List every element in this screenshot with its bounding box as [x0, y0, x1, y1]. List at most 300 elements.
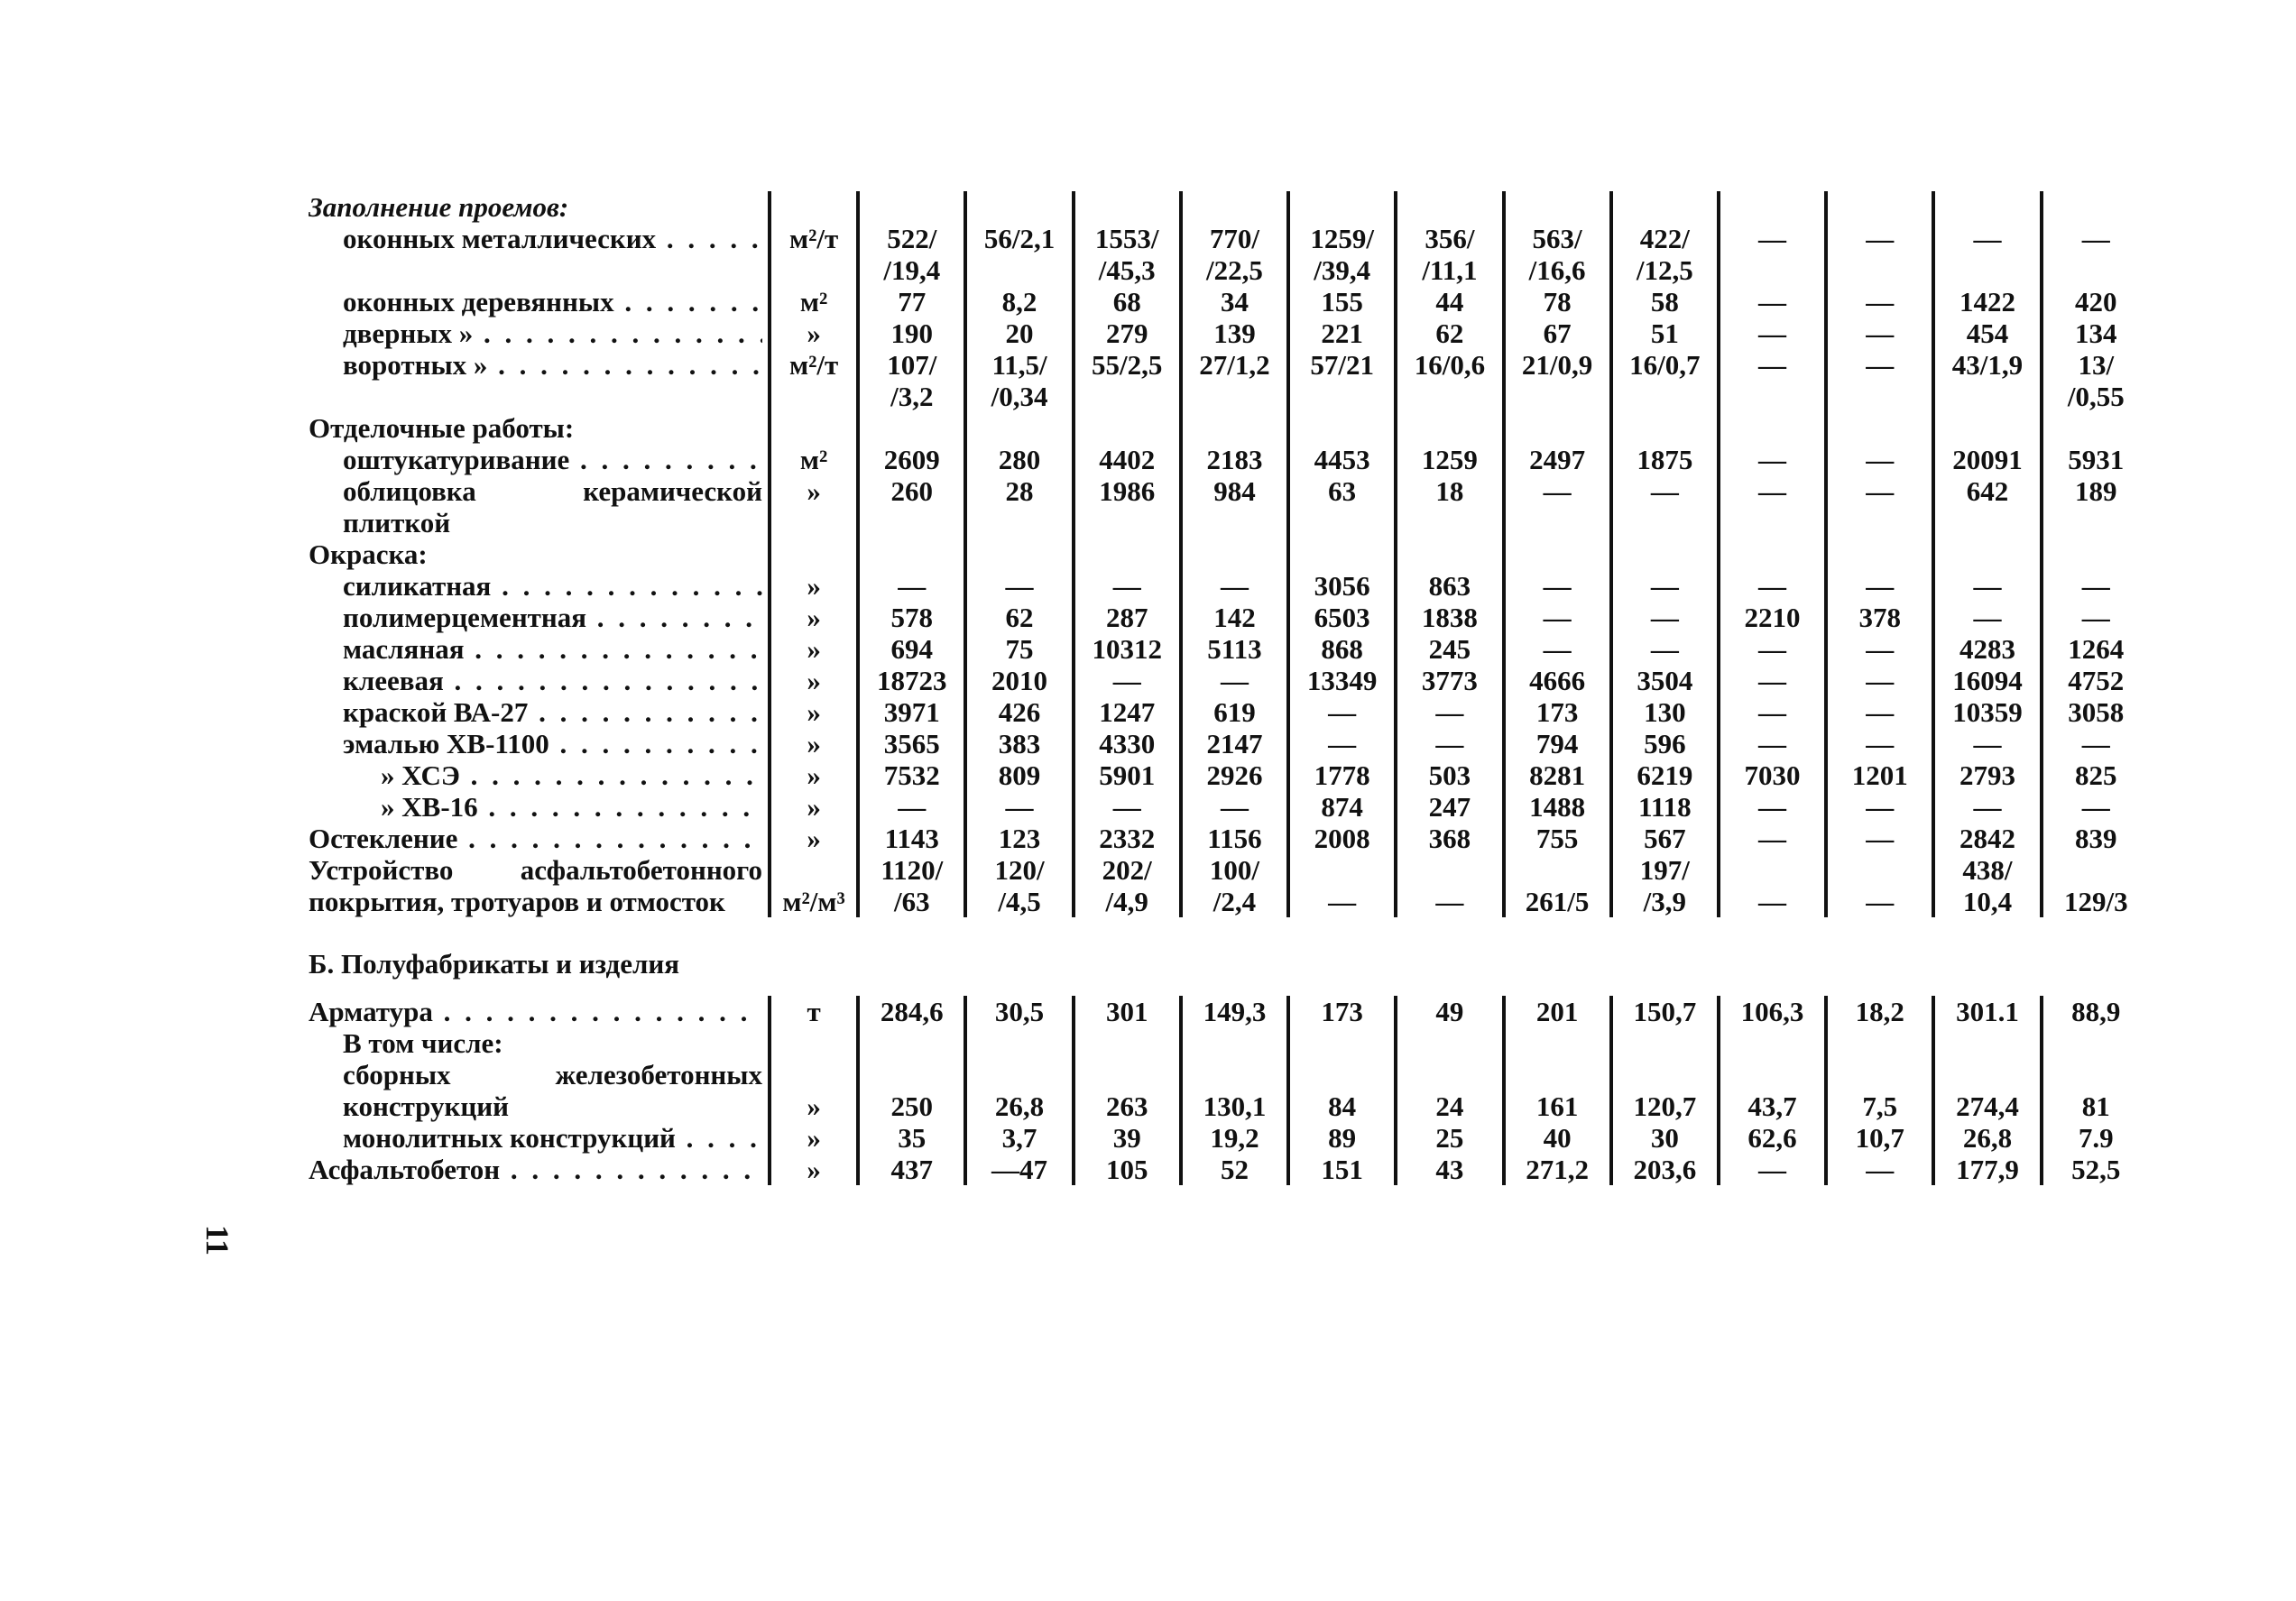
value-cell: — — [1719, 633, 1826, 665]
row-label: В том числе: — [343, 1027, 503, 1059]
value-cell: — — [1933, 602, 2041, 633]
value-cell: — — [1719, 696, 1826, 728]
row-label-cell — [309, 602, 770, 633]
value-cell: 30 — [1611, 1122, 1719, 1154]
value-cell: — — [1719, 854, 1826, 917]
unit-cell: » — [770, 728, 858, 759]
value-cell: 16094 — [1933, 665, 2041, 696]
value-cell: 563/ /16,6 — [1504, 223, 1611, 286]
value-cell: 18 — [1396, 475, 1503, 538]
value-cell: — — [1611, 633, 1719, 665]
unit-cell: » — [770, 696, 858, 728]
value-cell: 868 — [1288, 633, 1396, 665]
value-cell: 578 — [858, 602, 965, 633]
row-label: » ХСЭ . . . — [309, 759, 762, 791]
value-cell: 247 — [1396, 791, 1503, 823]
value-cell — [965, 191, 1073, 223]
value-cell: — — [1826, 665, 1933, 696]
value-cell: 839 — [2042, 823, 2149, 854]
value-cell — [858, 538, 965, 570]
value-cell: — — [2042, 223, 2149, 286]
value-cell: 30,5 — [965, 996, 1073, 1027]
value-cell: 5113 — [1181, 633, 1288, 665]
row-label: Арматура . . . — [309, 996, 762, 1027]
value-cell: 522/ /19,4 — [858, 223, 965, 286]
value-cell — [1181, 538, 1288, 570]
value-cell — [1933, 191, 2041, 223]
value-cell: 62 — [1396, 317, 1503, 349]
value-cell: 28 — [965, 475, 1073, 538]
value-cell — [1288, 1027, 1396, 1059]
value-cell — [1719, 412, 1826, 444]
value-cell — [2042, 917, 2149, 996]
unit-cell — [770, 412, 858, 444]
unit-cell: » — [770, 475, 858, 538]
value-cell: 1118 — [1611, 791, 1719, 823]
value-cell — [1826, 538, 1933, 570]
value-cell — [1719, 1027, 1826, 1059]
value-cell: 567 — [1611, 823, 1719, 854]
value-cell: — — [1826, 823, 1933, 854]
table-row — [309, 728, 2149, 759]
unit-cell: » — [770, 633, 858, 665]
value-cell — [965, 917, 1073, 996]
value-cell: 130,1 — [1181, 1059, 1288, 1122]
value-cell — [2042, 538, 2149, 570]
value-cell: 426 — [965, 696, 1073, 728]
row-label: Устройство асфальтобетонного покрытия, тротуаров и отмосток — [309, 854, 762, 917]
table-row — [309, 1059, 2149, 1122]
unit-cell: » — [770, 317, 858, 349]
value-cell: 3773 — [1396, 665, 1503, 696]
value-cell: 284,6 — [858, 996, 965, 1027]
value-cell: — — [1719, 444, 1826, 475]
value-cell: — — [2042, 602, 2149, 633]
value-cell: — — [1719, 223, 1826, 286]
page-number: 11 — [199, 1225, 235, 1256]
value-cell: — — [1396, 854, 1503, 917]
row-label: оконных деревянных . . . — [309, 286, 762, 317]
value-cell: 2332 — [1074, 823, 1181, 854]
value-cell: 55/2,5 — [1074, 349, 1181, 412]
table-row — [309, 538, 2149, 570]
value-cell: 2147 — [1181, 728, 1288, 759]
value-cell: 81 — [2042, 1059, 2149, 1122]
value-cell — [2042, 412, 2149, 444]
unit-cell: » — [770, 570, 858, 602]
value-cell: — — [1719, 728, 1826, 759]
value-cell: 18723 — [858, 665, 965, 696]
value-cell: 89 — [1288, 1122, 1396, 1154]
value-cell — [1826, 1027, 1933, 1059]
value-cell: — — [1074, 791, 1181, 823]
row-label: Асфальтобетон . . . — [309, 1154, 762, 1185]
value-cell: 2609 — [858, 444, 965, 475]
row-label: Заполнение проемов: — [309, 191, 569, 223]
value-cell: 3,7 — [965, 1122, 1073, 1154]
value-cell: — — [1826, 317, 1933, 349]
value-cell — [1719, 538, 1826, 570]
value-cell: 107/ /3,2 — [858, 349, 965, 412]
value-cell: 1488 — [1504, 791, 1611, 823]
value-cell: 368 — [1396, 823, 1503, 854]
table-row — [309, 791, 2149, 823]
value-cell: — — [1504, 475, 1611, 538]
value-cell: — — [1826, 1154, 1933, 1185]
table-row — [309, 412, 2149, 444]
value-cell: 1422 — [1933, 286, 2041, 317]
value-cell: 279 — [1074, 317, 1181, 349]
unit-cell: » — [770, 1122, 858, 1154]
row-label-cell — [309, 633, 770, 665]
value-cell: — — [1074, 665, 1181, 696]
value-cell: 67 — [1504, 317, 1611, 349]
value-cell — [1933, 1027, 2041, 1059]
value-cell: — — [1933, 570, 2041, 602]
row-label-cell — [309, 412, 770, 444]
table-row — [309, 602, 2149, 633]
value-cell: — — [2042, 791, 2149, 823]
value-cell — [1288, 538, 1396, 570]
value-cell: 2010 — [965, 665, 1073, 696]
value-cell — [1504, 412, 1611, 444]
value-cell: 34 — [1181, 286, 1288, 317]
value-cell — [858, 191, 965, 223]
value-cell — [965, 538, 1073, 570]
value-cell: 25 — [1396, 1122, 1503, 1154]
row-label: Б. Полуфабрикаты и изделия — [309, 948, 679, 980]
value-cell: 4402 — [1074, 444, 1181, 475]
value-cell: 8,2 — [965, 286, 1073, 317]
value-cell: 280 — [965, 444, 1073, 475]
value-cell — [1504, 1027, 1611, 1059]
row-label-cell — [309, 223, 770, 286]
row-label: Остекление . . . — [309, 823, 762, 854]
value-cell: 129/3 — [2042, 854, 2149, 917]
value-cell — [2042, 191, 2149, 223]
table-row — [309, 1027, 2149, 1059]
value-cell: 197/ /3,9 — [1611, 854, 1719, 917]
value-cell — [1611, 191, 1719, 223]
value-cell — [1074, 412, 1181, 444]
value-cell: 287 — [1074, 602, 1181, 633]
table-body — [309, 191, 2149, 1185]
value-cell: — — [1826, 696, 1933, 728]
value-cell — [1504, 917, 1611, 996]
value-cell: — — [1719, 823, 1826, 854]
value-cell: 1143 — [858, 823, 965, 854]
value-cell: 438/ 10,4 — [1933, 854, 2041, 917]
value-cell: 84 — [1288, 1059, 1396, 1122]
value-cell: 301.1 — [1933, 996, 2041, 1027]
value-cell — [1504, 191, 1611, 223]
table-row — [309, 823, 2149, 854]
row-label: оконных металлических . . . — [309, 223, 762, 254]
row-label: силикатная . . . — [309, 570, 762, 602]
value-cell: 794 — [1504, 728, 1611, 759]
value-cell: 4752 — [2042, 665, 2149, 696]
value-cell: 39 — [1074, 1122, 1181, 1154]
value-cell: 177,9 — [1933, 1154, 2041, 1185]
row-label-cell — [309, 1059, 770, 1122]
value-cell: 13349 — [1288, 665, 1396, 696]
value-cell: 4453 — [1288, 444, 1396, 475]
value-cell: 201 — [1504, 996, 1611, 1027]
value-cell: — — [1826, 791, 1933, 823]
value-cell: 1156 — [1181, 823, 1288, 854]
table-row — [309, 444, 2149, 475]
value-cell: — — [1504, 602, 1611, 633]
value-cell: 4283 — [1933, 633, 2041, 665]
value-cell: — — [1933, 223, 2041, 286]
row-label: монолитных конструкций . . . — [309, 1122, 762, 1154]
table-row — [309, 696, 2149, 728]
value-cell: 1201 — [1826, 759, 1933, 791]
row-label-cell — [309, 917, 770, 996]
value-cell — [1288, 412, 1396, 444]
value-cell: 43,7 — [1719, 1059, 1826, 1122]
value-cell: — — [1826, 728, 1933, 759]
value-cell: 11,5/ /0,34 — [965, 349, 1073, 412]
value-cell: 10312 — [1074, 633, 1181, 665]
value-cell: 190 — [858, 317, 965, 349]
value-cell: — — [1288, 728, 1396, 759]
value-cell: 40 — [1504, 1122, 1611, 1154]
row-label-cell — [309, 1122, 770, 1154]
value-cell — [1719, 917, 1826, 996]
value-cell: — — [1826, 223, 1933, 286]
value-cell: 420 — [2042, 286, 2149, 317]
table-row — [309, 191, 2149, 223]
value-cell — [1181, 1027, 1288, 1059]
value-cell — [1826, 191, 1933, 223]
value-cell: 62 — [965, 602, 1073, 633]
value-cell: 35 — [858, 1122, 965, 1154]
value-cell: 1553/ /45,3 — [1074, 223, 1181, 286]
materials-table — [309, 191, 2149, 1185]
unit-cell: » — [770, 1059, 858, 1122]
value-cell: 7,5 — [1826, 1059, 1933, 1122]
value-cell: 203,6 — [1611, 1154, 1719, 1185]
table-row — [309, 1154, 2149, 1185]
value-cell: 105 — [1074, 1154, 1181, 1185]
value-cell: 619 — [1181, 696, 1288, 728]
section-heading-row — [309, 917, 2149, 996]
value-cell: 44 — [1396, 286, 1503, 317]
value-cell: 7.9 — [2042, 1122, 2149, 1154]
value-cell: 454 — [1933, 317, 2041, 349]
value-cell: 106,3 — [1719, 996, 1826, 1027]
value-cell: 755 — [1504, 823, 1611, 854]
unit-cell — [770, 917, 858, 996]
value-cell — [1396, 1027, 1503, 1059]
value-cell — [1181, 191, 1288, 223]
value-cell: 271,2 — [1504, 1154, 1611, 1185]
table-row — [309, 349, 2149, 412]
unit-cell: » — [770, 791, 858, 823]
value-cell: 18,2 — [1826, 996, 1933, 1027]
value-cell: — — [1611, 570, 1719, 602]
value-cell: 1778 — [1288, 759, 1396, 791]
row-label: клеевая . . . — [309, 665, 762, 696]
value-cell — [1181, 917, 1288, 996]
row-label-cell — [309, 996, 770, 1027]
value-cell: 78 — [1504, 286, 1611, 317]
value-cell: — — [1288, 854, 1396, 917]
value-cell: 694 — [858, 633, 965, 665]
value-cell: — — [1719, 475, 1826, 538]
value-cell: 383 — [965, 728, 1073, 759]
unit-cell: » — [770, 823, 858, 854]
value-cell — [965, 412, 1073, 444]
value-cell: — — [965, 791, 1073, 823]
value-cell: 809 — [965, 759, 1073, 791]
value-cell: — — [1826, 570, 1933, 602]
row-label-cell — [309, 349, 770, 412]
value-cell: 7030 — [1719, 759, 1826, 791]
value-cell: — — [2042, 728, 2149, 759]
value-cell: 263 — [1074, 1059, 1181, 1122]
value-cell: 2926 — [1181, 759, 1288, 791]
value-cell: 874 — [1288, 791, 1396, 823]
value-cell: — — [1826, 444, 1933, 475]
unit-cell: м²/т — [770, 349, 858, 412]
value-cell: 173 — [1288, 996, 1396, 1027]
value-cell: 1986 — [1074, 475, 1181, 538]
value-cell: 155 — [1288, 286, 1396, 317]
value-cell: 134 — [2042, 317, 2149, 349]
value-cell — [1826, 917, 1933, 996]
value-cell: 596 — [1611, 728, 1719, 759]
value-cell: — — [1181, 570, 1288, 602]
value-cell — [1396, 538, 1503, 570]
value-cell: 8281 — [1504, 759, 1611, 791]
value-cell: 1264 — [2042, 633, 2149, 665]
value-cell: 142 — [1181, 602, 1288, 633]
value-cell: 2842 — [1933, 823, 2041, 854]
table-row — [309, 570, 2149, 602]
table-row — [309, 633, 2149, 665]
value-cell: — — [1826, 286, 1933, 317]
value-cell — [1504, 538, 1611, 570]
value-cell — [1396, 412, 1503, 444]
value-cell: — — [1719, 349, 1826, 412]
row-label: Отделочные работы: — [309, 412, 575, 444]
value-cell: 62,6 — [1719, 1122, 1826, 1154]
value-cell: 77 — [858, 286, 965, 317]
row-label: масляная . . . — [309, 633, 762, 665]
row-label-cell — [309, 665, 770, 696]
value-cell: —47 — [965, 1154, 1073, 1185]
table-row — [309, 665, 2149, 696]
value-cell: — — [1719, 570, 1826, 602]
unit-cell: » — [770, 602, 858, 633]
value-cell: 2008 — [1288, 823, 1396, 854]
value-cell: 6219 — [1611, 759, 1719, 791]
value-cell — [1181, 412, 1288, 444]
value-cell: — — [1181, 791, 1288, 823]
value-cell: 3971 — [858, 696, 965, 728]
value-cell — [1611, 538, 1719, 570]
value-cell: 3056 — [1288, 570, 1396, 602]
table-row — [309, 223, 2149, 286]
value-cell — [858, 917, 965, 996]
unit-cell — [770, 538, 858, 570]
table-row — [309, 1122, 2149, 1154]
value-cell: — — [1719, 1154, 1826, 1185]
value-cell: — — [1719, 317, 1826, 349]
value-cell: 378 — [1826, 602, 1933, 633]
value-cell: 1247 — [1074, 696, 1181, 728]
value-cell: 2497 — [1504, 444, 1611, 475]
value-cell: — — [1074, 570, 1181, 602]
value-cell — [1611, 412, 1719, 444]
row-label: сборных железобетонных конструкций — [343, 1059, 762, 1122]
row-label-cell — [309, 1027, 770, 1059]
value-cell: — — [1181, 665, 1288, 696]
value-cell: 825 — [2042, 759, 2149, 791]
value-cell: — — [1396, 696, 1503, 728]
table-row — [309, 996, 2149, 1027]
value-cell: 63 — [1288, 475, 1396, 538]
value-cell: — — [1933, 728, 2041, 759]
value-cell: 10,7 — [1826, 1122, 1933, 1154]
value-cell: — — [965, 570, 1073, 602]
row-label: дверных » . . . — [309, 317, 762, 349]
value-cell: 100/ /2,4 — [1181, 854, 1288, 917]
document-table-page — [309, 191, 2149, 1185]
value-cell — [1396, 917, 1503, 996]
value-cell: 88,9 — [2042, 996, 2149, 1027]
row-label: » ХВ-16 . . . — [309, 791, 762, 823]
row-label-cell — [309, 728, 770, 759]
row-label-cell — [309, 444, 770, 475]
unit-cell: » — [770, 665, 858, 696]
value-cell: 437 — [858, 1154, 965, 1185]
unit-cell: м² — [770, 444, 858, 475]
value-cell: — — [858, 791, 965, 823]
value-cell: — — [1504, 633, 1611, 665]
value-cell: 57/21 — [1288, 349, 1396, 412]
unit-cell: м²/м³ — [770, 854, 858, 917]
value-cell: 770/ /22,5 — [1181, 223, 1288, 286]
value-cell: — — [1611, 475, 1719, 538]
value-cell: 5931 — [2042, 444, 2149, 475]
value-cell — [858, 412, 965, 444]
value-cell: — — [1933, 791, 2041, 823]
row-label: оштукатуривание . . . — [309, 444, 762, 475]
table-row — [309, 317, 2149, 349]
row-label: краской ВА-27 . . . — [309, 696, 762, 728]
value-cell: 1838 — [1396, 602, 1503, 633]
value-cell: 173 — [1504, 696, 1611, 728]
value-cell — [1074, 538, 1181, 570]
row-label-cell — [309, 191, 770, 223]
value-cell: 4666 — [1504, 665, 1611, 696]
row-label-cell — [309, 317, 770, 349]
row-label: Окраска: — [309, 538, 428, 570]
row-label-cell — [309, 538, 770, 570]
value-cell: 6503 — [1288, 602, 1396, 633]
value-cell: 260 — [858, 475, 965, 538]
value-cell: 10359 — [1933, 696, 2041, 728]
value-cell: — — [1504, 570, 1611, 602]
value-cell — [1074, 917, 1181, 996]
row-label-cell — [309, 823, 770, 854]
row-label: эмалью ХВ-1100 . . . — [309, 728, 762, 759]
row-label-cell — [309, 570, 770, 602]
value-cell: — — [1826, 854, 1933, 917]
